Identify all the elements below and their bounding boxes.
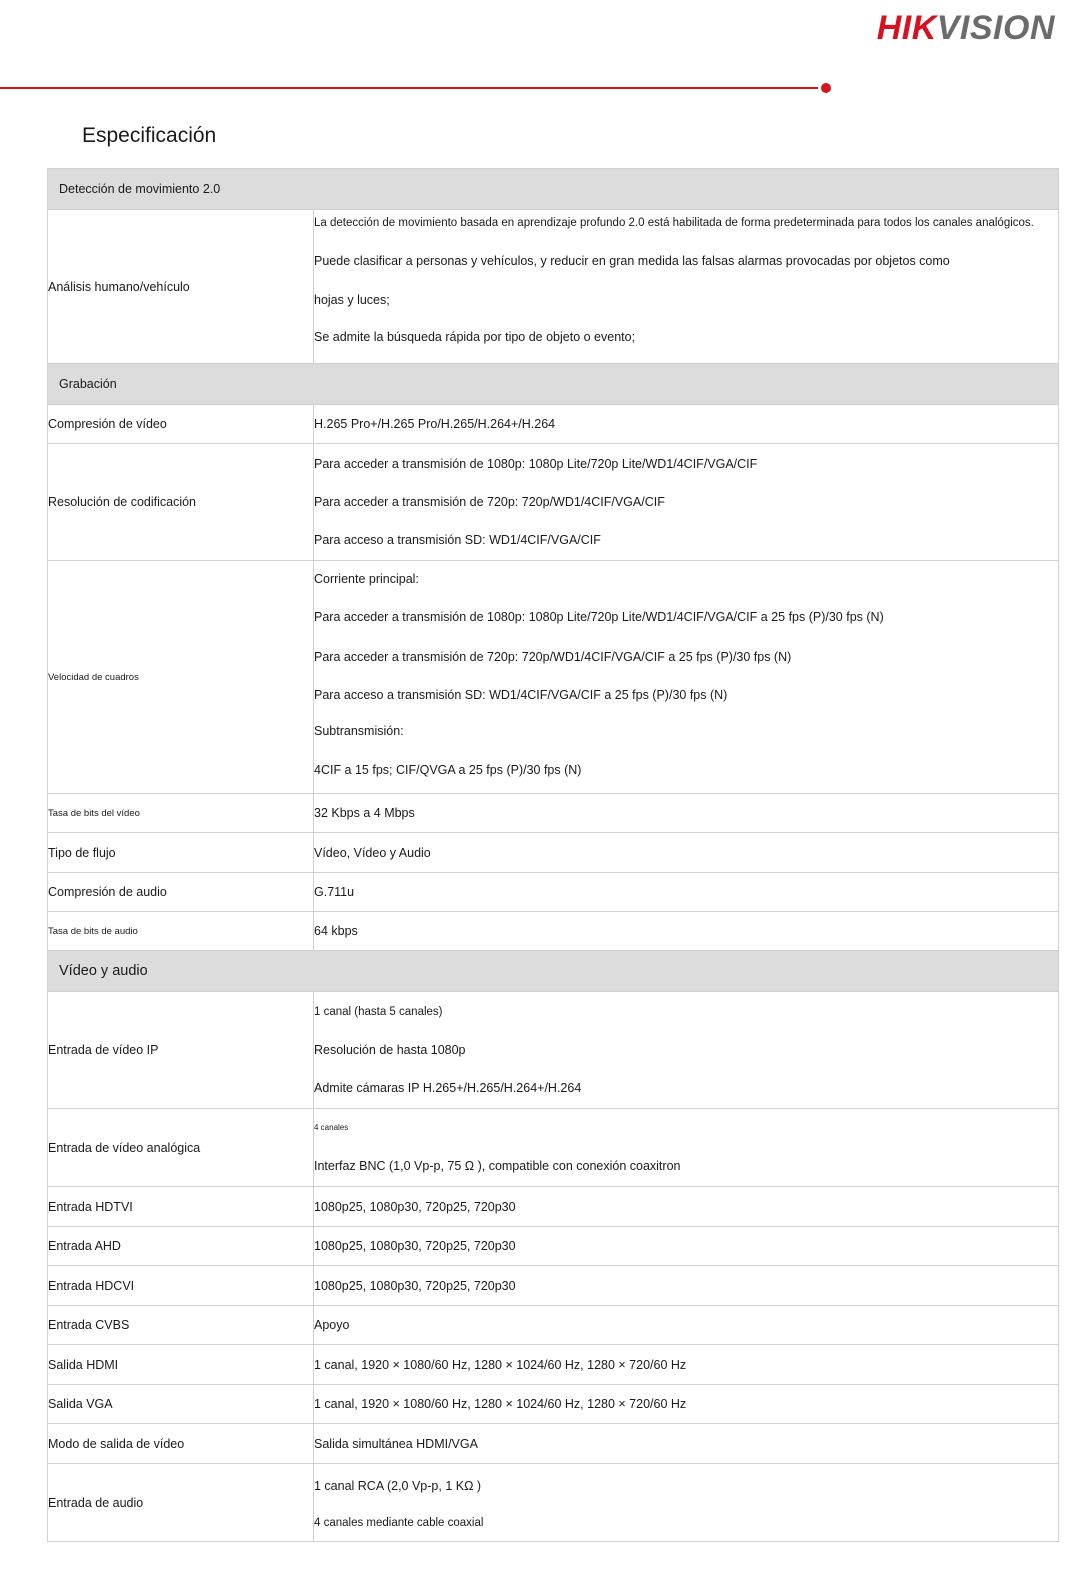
row-ahd <box>48 1227 1059 1266</box>
row-label: Análisis humano/vehículo <box>48 210 314 364</box>
row-cvbs <box>48 1306 1059 1345</box>
row-label: Tasa de bits de audio <box>48 912 314 951</box>
row-value: 32 Kbps a 4 Mbps <box>314 794 1059 833</box>
row-label: Entrada de vídeo analógica <box>48 1109 314 1187</box>
row-label: Entrada HDTVI <box>48 1187 314 1227</box>
value-line: Para acceso a transmisión SD: WD1/4CIF/VGA/CIF a 25 fps (P)/30 fps (N) <box>314 688 728 702</box>
hikvision-logo <box>877 10 1055 46</box>
header-divider-line <box>0 87 818 89</box>
row-label: Resolución de codificación <box>48 444 314 561</box>
section-title: Grabación <box>48 364 1059 405</box>
row-value: Vídeo, Vídeo y Audio <box>314 833 1059 873</box>
row-label: Entrada de vídeo IP <box>48 992 314 1109</box>
row-value: 1080p25, 1080p30, 720p25, 720p30 <box>314 1187 1059 1227</box>
row-label: Compresión de audio <box>48 873 314 912</box>
section-deteccion <box>48 169 1059 210</box>
row-value: 1 canal, 1920 × 1080/60 Hz, 1280 × 1024/60 Hz, 1280 × 720/60 Hz <box>314 1345 1059 1385</box>
value-line: 4 canales <box>314 1122 349 1132</box>
section-title: Vídeo y audio <box>48 951 1059 992</box>
row-value <box>314 1464 1059 1542</box>
spec-table <box>47 168 1059 1542</box>
header-divider-dot <box>821 83 831 93</box>
row-value <box>314 444 1059 561</box>
value-line: Para acceder a transmisión de 720p: 720p/WD1/4CIF/VGA/CIF <box>314 495 665 509</box>
row-vga <box>48 1385 1059 1424</box>
row-label: Tasa de bits del vídeo <box>48 794 314 833</box>
value-line: 1 canal RCA (2,0 Vp-p, 1 KΩ ) <box>314 1478 482 1493</box>
row-analisis <box>48 210 1059 364</box>
row-entrada-analogica <box>48 1109 1059 1187</box>
row-label: Salida VGA <box>48 1385 314 1424</box>
row-label: Entrada de audio <box>48 1464 314 1542</box>
row-entrada-ip <box>48 992 1059 1109</box>
row-value: 1080p25, 1080p30, 720p25, 720p30 <box>314 1266 1059 1306</box>
value-line: 4 canales mediante cable coaxial <box>314 1516 484 1529</box>
row-value: Apoyo <box>314 1306 1059 1345</box>
row-hdmi <box>48 1345 1059 1385</box>
row-value: G.711u <box>314 873 1059 912</box>
value-line: Se admite la búsqueda rápida por tipo de objeto o evento; <box>314 330 636 344</box>
row-label: Entrada CVBS <box>48 1306 314 1345</box>
value-line: Para acceder a transmisión de 1080p: 1080p Lite/720p Lite/WD1/4CIF/VGA/CIF <box>314 457 758 471</box>
row-value <box>314 210 1059 364</box>
row-label: Modo de salida de vídeo <box>48 1424 314 1464</box>
value-line: hojas y luces; <box>314 293 390 307</box>
row-label: Entrada HDCVI <box>48 1266 314 1306</box>
row-tipo-flujo <box>48 833 1059 873</box>
row-tasa-video <box>48 794 1059 833</box>
value-line: Admite cámaras IP H.265+/H.265/H.264+/H.264 <box>314 1081 582 1095</box>
row-compresion-audio <box>48 873 1059 912</box>
row-tasa-audio <box>48 912 1059 951</box>
value-line: Para acceder a transmisión de 1080p: 1080p Lite/720p Lite/WD1/4CIF/VGA/CIF a 25 fps (P)/30 fps (N) <box>314 610 884 624</box>
row-compresion-video <box>48 405 1059 444</box>
value-line: Resolución de hasta 1080p <box>314 1043 466 1057</box>
row-label: Compresión de vídeo <box>48 405 314 444</box>
value-line: Corriente principal: <box>314 572 419 586</box>
value-line: Para acceder a transmisión de 720p: 720p/WD1/4CIF/VGA/CIF a 25 fps (P)/30 fps (N) <box>314 650 792 664</box>
row-value: 64 kbps <box>314 912 1059 951</box>
value-line: Para acceso a transmisión SD: WD1/4CIF/VGA/CIF <box>314 533 601 547</box>
row-value <box>314 561 1059 794</box>
row-hdcvi <box>48 1266 1059 1306</box>
value-line: Puede clasificar a personas y vehículos, y reducir en gran medida las falsas alarmas provocadas por objetos como <box>314 254 950 268</box>
row-label: Salida HDMI <box>48 1345 314 1385</box>
section-grabacion <box>48 364 1059 405</box>
section-title: Detección de movimiento 2.0 <box>48 169 1059 210</box>
row-value: Salida simultánea HDMI/VGA <box>314 1424 1059 1464</box>
value-line: Subtransmisión: <box>314 724 404 738</box>
row-label: Velocidad de cuadros <box>48 561 314 794</box>
value-line: 4CIF a 15 fps; CIF/QVGA a 25 fps (P)/30 fps (N) <box>314 763 582 777</box>
row-label: Tipo de flujo <box>48 833 314 873</box>
row-value: 1 canal, 1920 × 1080/60 Hz, 1280 × 1024/60 Hz, 1280 × 720/60 Hz <box>314 1385 1059 1424</box>
row-value: H.265 Pro+/H.265 Pro/H.265/H.264+/H.264 <box>314 405 1059 444</box>
value-line: La detección de movimiento basada en aprendizaje profundo 2.0 está habilitada de forma predeterminada para todos los canales analógicos. <box>314 217 1034 229</box>
row-velocidad <box>48 561 1059 794</box>
section-video-audio <box>48 951 1059 992</box>
row-value <box>314 1109 1059 1187</box>
logo-part-hik: HIK <box>876 9 937 47</box>
row-entrada-audio <box>48 1464 1059 1542</box>
row-value <box>314 992 1059 1109</box>
row-label: Entrada AHD <box>48 1227 314 1266</box>
page-title: Especificación <box>82 124 217 147</box>
row-modo-salida <box>48 1424 1059 1464</box>
row-resolucion <box>48 444 1059 561</box>
row-hdtvi <box>48 1187 1059 1227</box>
logo-part-vision: VISION <box>936 9 1055 47</box>
row-value: 1080p25, 1080p30, 720p25, 720p30 <box>314 1227 1059 1266</box>
value-line: 1 canal (hasta 5 canales) <box>314 1006 443 1018</box>
value-line: Interfaz BNC (1,0 Vp-p, 75 Ω ), compatible con conexión coaxitron <box>314 1158 681 1173</box>
